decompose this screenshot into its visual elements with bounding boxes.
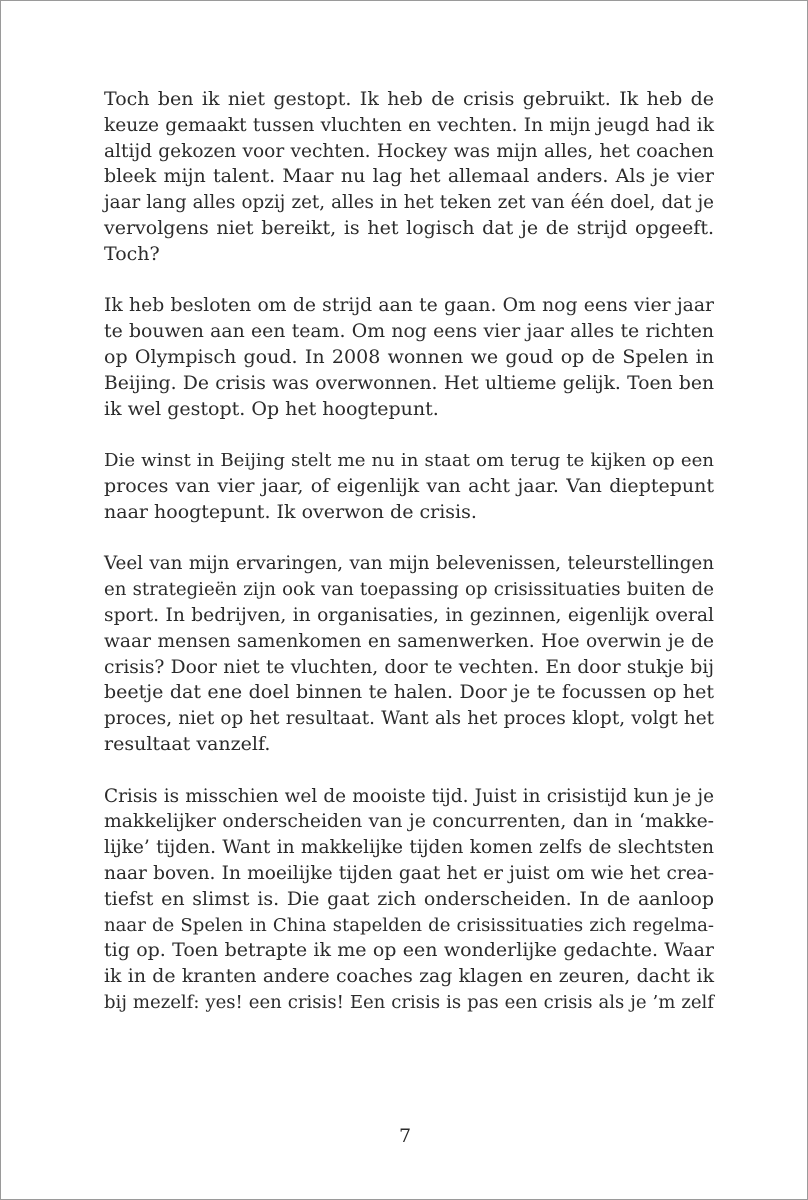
text-line: naar boven. In moeilijke tijden gaat het er juist om wie het crea- [104,862,714,884]
paragraph [104,551,714,757]
text-line: vervolgens niet bereikt, is het logisch dat je de strijd opgeeft. [104,216,714,239]
text-line: lijke’ tijden. Want in makkelijke tijden komen zelfs de slechtsten [104,837,714,859]
text-line: tig op. Toen betrapte ik me op een wonderlijke gedachte. Waar [104,939,714,962]
text-line: bleek mijn talent. Maar nu lag het allemaal anders. Als je vier [104,165,714,188]
text-line: makkelijker onderscheiden van je concurrenten, dan in ‘makke- [104,811,714,833]
text-line: keuze gemaakt tussen vluchten en vechten. In mijn jeugd had ik [104,114,714,136]
text-line: te bouwen aan een team. Om nog eens vier jaar alles te richten [104,321,714,343]
page-number: 7 [398,1125,412,1147]
body-text [104,87,714,1016]
text-line: sport. In bedrijven, in organisaties, in gezinnen, eigenlijk overal [104,604,714,626]
text-line: beetje dat ene doel binnen te halen. Door je te focussen op het [104,681,714,704]
text-line: ik in de kranten andere coaches zag klagen en zeuren, dacht ik [104,965,714,988]
text-line: ik wel gestopt. Op het hoogtepunt. [104,397,439,420]
text-line: naar de Spelen in China stapelden de crisissituaties zich regelma- [104,914,714,936]
text-line: proces, niet op het resultaat. Want als het proces klopt, volgt het [104,708,714,730]
text-line: waar mensen samenkomen en samenwerken. Hoe overwin je de [104,630,714,652]
text-line: jaar lang alles opzij zet, alles in het teken zet van één doel, dat je [104,192,714,214]
paragraph [104,784,714,1016]
text-line: tiefst en slimst is. Die gaat zich onderscheiden. In de aanloop [104,887,714,910]
text-line: Die winst in Beijing stelt me nu in staat om terug te kijken op een [104,450,714,472]
paragraph [104,448,714,525]
text-line: altijd gekozen voor vechten. Hockey was mijn alles, het coachen [104,140,714,162]
text-line: naar hoogtepunt. Ik overwon de crisis. [104,500,477,523]
text-line: Beijing. De crisis was overwonnen. Het ultieme gelijk. Toen ben [104,372,714,394]
text-line: bij mezelf: yes! een crisis! Een crisis is pas een crisis als je ’m zelf [104,991,714,1013]
text-line: crisis? Door niet te vluchten, door te vechten. En door stukje bij [104,656,714,678]
text-line: Ik heb besloten om de strijd aan te gaan. Om nog eens vier jaar [104,295,714,317]
text-line: Veel van mijn ervaringen, van mijn belevenissen, teleurstellingen [104,553,714,575]
text-line: Toch ben ik niet gestopt. Ik heb de crisis gebruikt. Ik heb de [104,88,714,110]
text-line: Toch? [104,242,160,265]
paragraph [104,87,714,268]
text-line: resultaat vanzelf. [104,732,271,755]
text-line: Crisis is misschien wel de mooiste tijd. Juist in crisistijd kun je je [104,785,714,807]
text-line: op Olympisch goud. In 2008 wonnen we goud op de Spelen in [104,345,714,368]
paragraph [104,293,714,422]
text-line: en strategieën zijn ook van toepassing op crisissituaties buiten de [104,579,714,601]
text-line: proces van vier jaar, of eigenlijk van acht jaar. Van dieptepunt [104,474,714,497]
